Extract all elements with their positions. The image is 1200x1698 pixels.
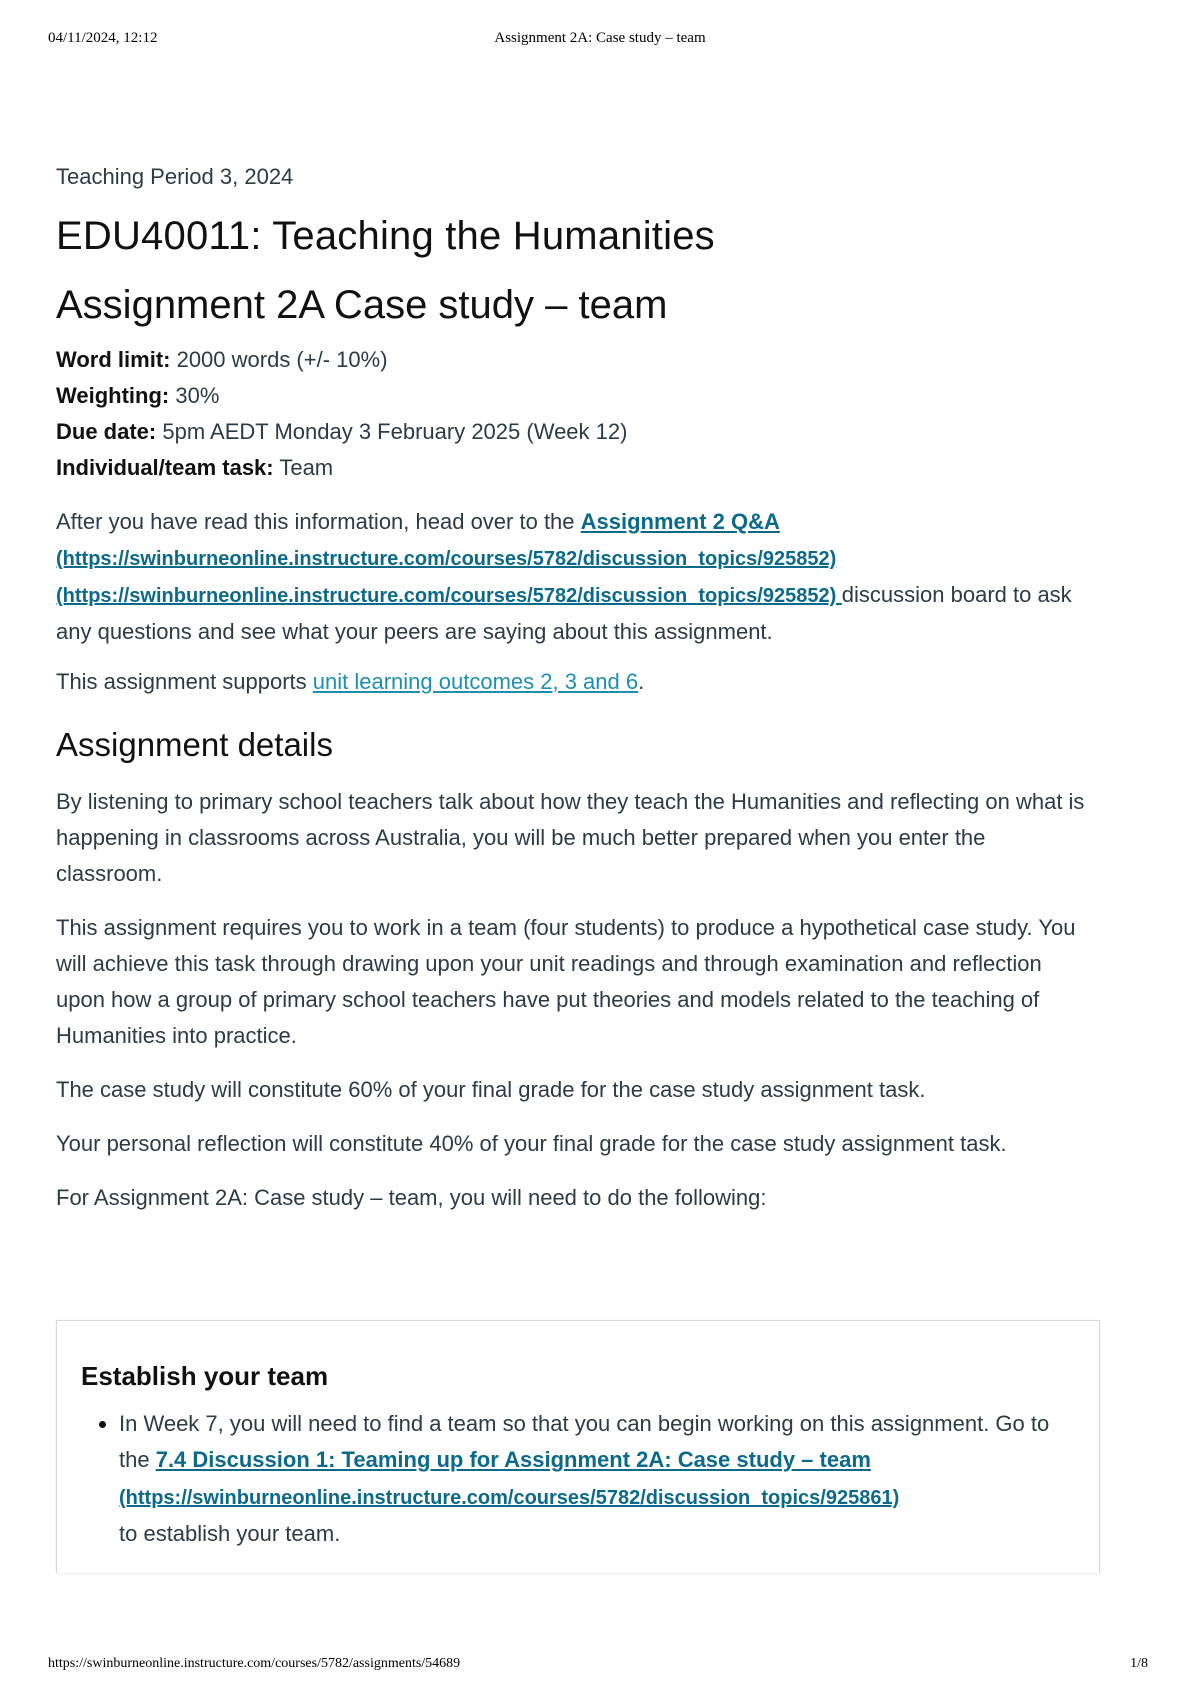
details-paragraph: Your personal reflection will constitute 40% of your final grade for the case study assignment task.: [56, 1131, 1007, 1156]
assignment-meta: [56, 342, 1096, 486]
details-paragraph: By listening to primary school teachers talk about how they teach the Humanities and reflecting on what is happening in classrooms across Australia, you will be much better prepared when you enter the classroom.: [56, 789, 1085, 886]
page-number: 1/8: [1130, 1656, 1148, 1671]
meta-value: Team: [273, 455, 334, 480]
print-header: [0, 30, 1200, 54]
details-paragraph: For Assignment 2A: Case study – team, you will need to do the following:: [56, 1185, 767, 1210]
meta-value: 2000 words (+/- 10%): [170, 347, 388, 372]
item-intro: In Week 7, you will need to find a team so that you can begin working on this assignment. Go to the: [119, 1411, 1050, 1472]
establish-team-list: [57, 1406, 1099, 1552]
supports-paragraph: [56, 664, 1096, 700]
unit-title: EDU40011: Teaching the Humanities: [56, 214, 715, 258]
supports-end: .: [638, 669, 645, 694]
print-footer: [0, 1656, 1200, 1680]
item-outro: to establish your team.: [119, 1521, 341, 1546]
meta-weighting: [56, 378, 1096, 414]
list-item: [119, 1406, 1079, 1552]
teaching-period: Teaching Period 3, 2024: [56, 164, 294, 189]
discussion-teaming-link[interactable]: 7.4 Discussion 1: Teaming up for Assignment 2A: Case study – team: [155, 1447, 871, 1472]
meta-word-limit: [56, 342, 1096, 378]
meta-value: 5pm AEDT Monday 3 February 2025 (Week 12): [156, 419, 628, 444]
print-url: https://swinburneonline.instructure.com/courses/5782/assignments/54689: [48, 1656, 461, 1671]
meta-label: Word limit:: [56, 347, 171, 372]
qa-outro: discussion board to ask any questions and see what your peers are saying about this assignment.: [56, 582, 1072, 644]
details-paragraph: The case study will constitute 60% of your final grade for the case study assignment task.: [56, 1077, 926, 1102]
qa-paragraph: [56, 504, 1096, 650]
qa-intro: After you have read this information, head over to the: [56, 509, 581, 534]
meta-due-date: [56, 414, 1096, 450]
assignment-details-heading: Assignment details: [56, 726, 333, 763]
establish-team-box: [56, 1320, 1100, 1573]
assignment-title: Assignment 2A Case study – team: [56, 283, 668, 327]
establish-team-heading: Establish your team: [81, 1361, 329, 1391]
meta-label: Weighting:: [56, 383, 170, 408]
meta-label: Individual/team task:: [56, 455, 274, 480]
learning-outcomes-link[interactable]: unit learning outcomes 2, 3 and 6: [312, 669, 639, 694]
qa-url-link-2[interactable]: (https://swinburneonline.instructure.com/courses/5782/discussion_topics/925852): [56, 585, 842, 607]
print-datetime: 04/11/2024, 12:12: [48, 30, 158, 46]
supports-intro: This assignment supports: [56, 669, 313, 694]
assignment-content: [56, 164, 1096, 1234]
meta-value: 30%: [169, 383, 220, 408]
meta-task-type: [56, 450, 1096, 486]
discussion-teaming-url-link[interactable]: (https://swinburneonline.instructure.com/courses/5782/discussion_topics/925861): [119, 1487, 900, 1509]
qa-link[interactable]: Assignment 2 Q&A: [580, 509, 780, 534]
meta-label: Due date:: [56, 419, 157, 444]
qa-url-link-1[interactable]: (https://swinburneonline.instructure.com/courses/5782/discussion_topics/925852): [56, 548, 837, 570]
details-paragraph: This assignment requires you to work in a team (four students) to produce a hypothetical case study. You will achieve this task through drawing upon your unit readings and through examination and reflection upon how a group of primary school teachers have put theories and models related to the teaching of Humanities into practice.: [56, 915, 1076, 1048]
print-title: Assignment 2A: Case study – team: [494, 30, 706, 46]
